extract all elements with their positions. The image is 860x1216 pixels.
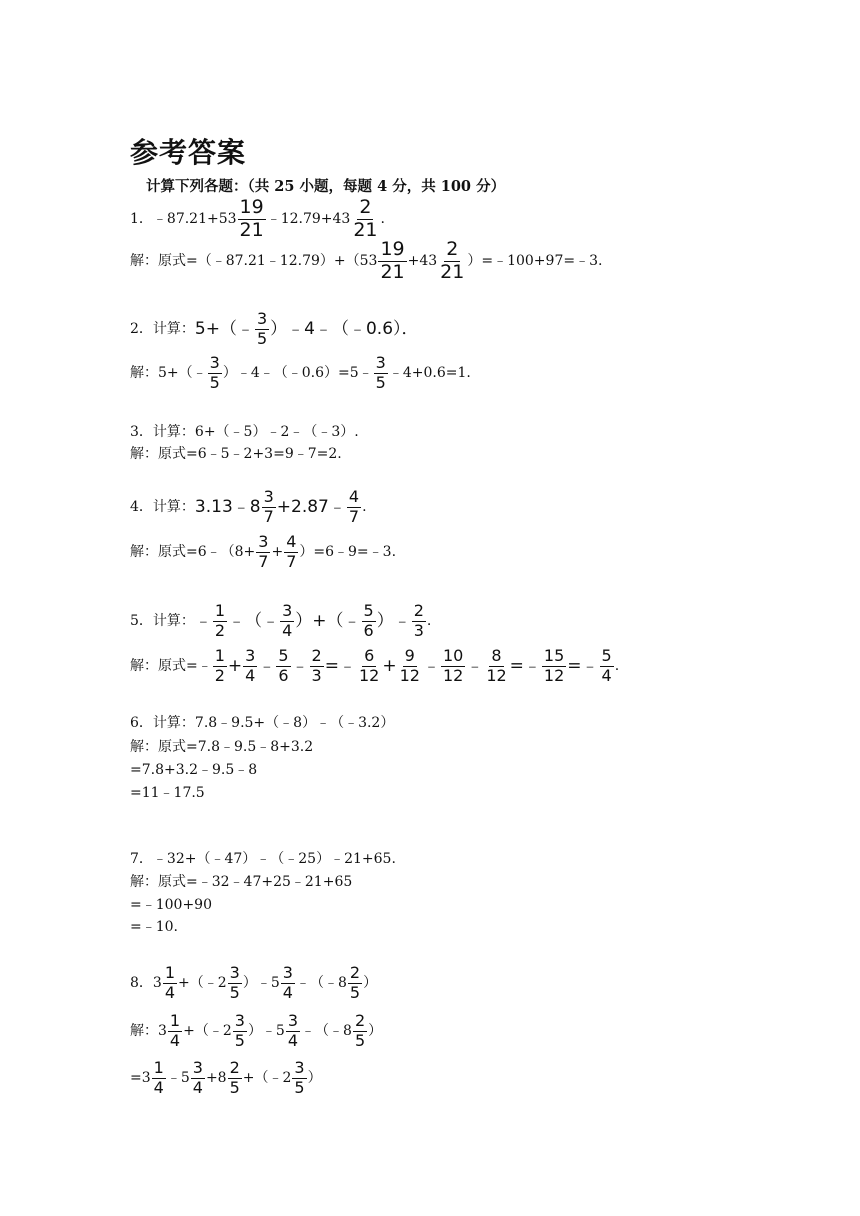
text: =﹣ bbox=[509, 655, 541, 676]
denominator: 2 bbox=[214, 620, 226, 640]
fraction bbox=[484, 648, 508, 685]
fraction bbox=[228, 1060, 242, 1097]
fraction bbox=[213, 648, 227, 685]
text: ﹣ bbox=[422, 655, 440, 676]
problem-7-step-3: =﹣10. bbox=[130, 919, 178, 935]
denominator: 12 bbox=[486, 665, 507, 685]
numerator: 1 bbox=[169, 1011, 181, 1030]
denominator: 7 bbox=[258, 551, 269, 571]
fraction bbox=[152, 1060, 166, 1097]
problem-6-step-2: =7.8+3.2﹣9.5﹣8 bbox=[130, 762, 258, 778]
numerator: 2 bbox=[349, 963, 361, 982]
numerator: 2 bbox=[354, 1011, 366, 1030]
numerator: 1 bbox=[153, 1058, 164, 1077]
text: + bbox=[382, 655, 397, 676]
denominator: 7 bbox=[263, 506, 274, 526]
fraction bbox=[281, 965, 295, 1002]
text: ） bbox=[307, 1070, 322, 1087]
problem-8-step-2 bbox=[130, 1060, 322, 1097]
text: ﹣5 bbox=[166, 1070, 190, 1087]
section-heading: 计算下列各题：（共 25 小题，每题 4 分，共 100 分） bbox=[146, 178, 506, 195]
fraction bbox=[292, 1060, 306, 1097]
denominator: 4 bbox=[164, 982, 176, 1002]
denominator: 3 bbox=[413, 620, 424, 640]
numerator: 3 bbox=[245, 646, 256, 665]
text: . bbox=[362, 499, 367, 516]
denominator: 7 bbox=[286, 551, 297, 571]
problem-6-step-1: 解：原式=7.8﹣9.5﹣8+3.2 bbox=[130, 739, 314, 755]
text: +（﹣2 bbox=[178, 975, 227, 992]
text: =3 bbox=[130, 1070, 151, 1087]
numerator: 4 bbox=[286, 532, 297, 551]
fraction bbox=[213, 603, 227, 640]
problem-2-question bbox=[130, 311, 419, 348]
numerator: 3 bbox=[287, 1011, 299, 1030]
text: +43 bbox=[407, 253, 438, 270]
denominator: 4 bbox=[245, 665, 256, 685]
problem-1-solution bbox=[130, 240, 602, 283]
numerator: 9 bbox=[404, 646, 415, 665]
fraction bbox=[374, 355, 388, 392]
text: ﹣ bbox=[194, 610, 212, 631]
numerator: 3 bbox=[256, 309, 268, 328]
denominator: 12 bbox=[543, 665, 565, 685]
text: ）=﹣100+97=﹣3. bbox=[467, 253, 603, 270]
denominator: 3 bbox=[311, 665, 322, 685]
numerator: 3 bbox=[375, 353, 386, 372]
text: ）﹣5 bbox=[242, 975, 280, 992]
text: . bbox=[614, 658, 620, 675]
fraction bbox=[348, 965, 362, 1002]
denominator: 4 bbox=[153, 1077, 164, 1097]
fraction bbox=[262, 489, 276, 526]
fraction bbox=[347, 489, 361, 526]
problem-3-solution: 解：原式=6﹣5﹣2+3=9﹣7=2. bbox=[130, 446, 342, 462]
numerator: 4 bbox=[348, 487, 360, 506]
text: ） bbox=[368, 1023, 383, 1040]
text: +8 bbox=[205, 1070, 227, 1087]
denominator: 5 bbox=[234, 1030, 245, 1050]
text: ﹣4+0.6=1. bbox=[388, 365, 471, 382]
text: 解：原式=﹣ bbox=[130, 658, 212, 675]
text: 解：原式=6﹣（8+ bbox=[130, 544, 256, 561]
text: +（﹣2 bbox=[242, 1070, 292, 1087]
problem-6-step-3: =11﹣17.5 bbox=[130, 785, 205, 801]
fraction bbox=[163, 965, 177, 1002]
text: +2.87﹣ bbox=[276, 496, 346, 517]
denominator: 2 bbox=[214, 665, 225, 685]
text: 3.13﹣8 bbox=[194, 496, 261, 517]
fraction bbox=[310, 648, 324, 685]
problem-1-question bbox=[130, 198, 385, 241]
numerator: 10 bbox=[442, 646, 464, 665]
text: 5．计算： bbox=[130, 613, 195, 630]
numerator: 3 bbox=[282, 963, 293, 982]
fraction bbox=[243, 648, 257, 685]
text: ﹣（﹣8 bbox=[301, 1023, 352, 1040]
numerator: 2 bbox=[229, 1058, 240, 1077]
numerator: 8 bbox=[491, 646, 502, 665]
problem-8-solution bbox=[130, 1013, 382, 1050]
denominator: 6 bbox=[363, 620, 374, 640]
denominator: 5 bbox=[294, 1077, 305, 1097]
denominator: 4 bbox=[287, 1030, 299, 1050]
numerator: 6 bbox=[364, 646, 375, 665]
fraction bbox=[280, 603, 294, 640]
denominator: 5 bbox=[354, 1030, 366, 1050]
fraction bbox=[233, 1013, 247, 1050]
fraction bbox=[208, 355, 222, 392]
fraction bbox=[362, 603, 376, 640]
numerator: 1 bbox=[164, 963, 176, 982]
text: 8．3 bbox=[130, 975, 162, 992]
problem-5-solution bbox=[130, 648, 619, 685]
fraction bbox=[284, 534, 298, 571]
denominator: 5 bbox=[256, 328, 268, 348]
text: 2．计算： bbox=[130, 321, 195, 338]
fraction bbox=[276, 648, 290, 685]
text: ﹣（﹣ bbox=[228, 610, 280, 631]
fraction bbox=[353, 1013, 367, 1050]
numerator: 3 bbox=[192, 1058, 203, 1077]
numerator: 5 bbox=[278, 646, 289, 665]
text: 解：5+（﹣ bbox=[130, 365, 207, 382]
text: ）+（﹣ bbox=[295, 610, 361, 631]
text: . bbox=[426, 613, 432, 630]
numerator: 15 bbox=[543, 646, 565, 665]
fraction bbox=[398, 648, 422, 685]
fraction bbox=[168, 1013, 182, 1050]
denominator: 12 bbox=[358, 665, 380, 685]
fraction bbox=[438, 240, 466, 283]
denominator: 4 bbox=[169, 1030, 181, 1050]
fraction bbox=[286, 1013, 300, 1050]
denominator: 5 bbox=[209, 372, 220, 392]
fraction bbox=[191, 1060, 205, 1097]
numerator: 2 bbox=[413, 601, 424, 620]
problem-2-solution bbox=[130, 355, 471, 392]
numerator: 3 bbox=[263, 487, 274, 506]
text: =﹣ bbox=[567, 655, 599, 676]
fraction bbox=[228, 965, 242, 1002]
denominator: 21 bbox=[440, 260, 465, 283]
fraction bbox=[238, 198, 266, 241]
text: =﹣ bbox=[324, 655, 356, 676]
numerator: 1 bbox=[214, 601, 226, 620]
fraction bbox=[357, 648, 381, 685]
denominator: 21 bbox=[353, 218, 378, 241]
text: ）﹣ bbox=[376, 610, 411, 631]
text: ﹣ bbox=[258, 655, 276, 676]
text: ）﹣5 bbox=[247, 1023, 285, 1040]
numerator: 2 bbox=[446, 238, 459, 260]
problem-4-question bbox=[130, 489, 367, 526]
denominator: 5 bbox=[229, 1077, 240, 1097]
text: ﹣ bbox=[291, 655, 309, 676]
problem-7-question: 7．﹣32+（﹣47）﹣（﹣25）﹣21+65. bbox=[130, 851, 396, 867]
numerator: 3 bbox=[234, 1011, 245, 1030]
problem-7-step-1: 解：原式=﹣32﹣47+25﹣21+65 bbox=[130, 874, 353, 890]
fraction bbox=[378, 240, 406, 283]
denominator: 21 bbox=[380, 260, 405, 283]
denominator: 4 bbox=[282, 620, 293, 640]
numerator: 3 bbox=[209, 353, 220, 372]
numerator: 5 bbox=[363, 601, 374, 620]
fraction bbox=[542, 648, 566, 685]
text: ）=6﹣9=﹣3. bbox=[299, 544, 397, 561]
text: ﹣（﹣8 bbox=[295, 975, 347, 992]
denominator: 21 bbox=[239, 218, 264, 241]
page-title: 参考答案 bbox=[130, 136, 247, 169]
problem-7-step-2: =﹣100+90 bbox=[130, 897, 212, 913]
fraction bbox=[256, 534, 270, 571]
text: 解：原式=（﹣87.21﹣12.79）+（53 bbox=[130, 253, 378, 270]
fraction bbox=[441, 648, 465, 685]
fraction bbox=[351, 198, 379, 241]
fraction bbox=[600, 648, 614, 685]
problem-5-question bbox=[130, 603, 431, 640]
numerator: 19 bbox=[239, 196, 264, 218]
numerator: 3 bbox=[282, 601, 293, 620]
text: ） bbox=[363, 975, 378, 992]
numerator: 3 bbox=[229, 963, 240, 982]
text: ﹣12.79+43 bbox=[266, 211, 351, 228]
text: . bbox=[380, 211, 385, 228]
text: ）﹣4﹣（﹣0.6）． bbox=[270, 318, 419, 339]
text: ）﹣4﹣（﹣0.6）=5﹣ bbox=[222, 365, 373, 382]
denominator: 5 bbox=[375, 372, 386, 392]
problem-4-solution bbox=[130, 534, 396, 571]
numerator: 3 bbox=[294, 1058, 305, 1077]
numerator: 2 bbox=[359, 196, 372, 218]
problem-3-question: 3．计算：6+（﹣5）﹣2﹣（﹣3）. bbox=[130, 424, 359, 440]
text: ﹣ bbox=[466, 655, 484, 676]
problem-8-question bbox=[130, 965, 377, 1002]
denominator: 4 bbox=[601, 665, 612, 685]
numerator: 1 bbox=[214, 646, 225, 665]
text: 5+（﹣ bbox=[194, 318, 254, 339]
text: +（﹣2 bbox=[183, 1023, 232, 1040]
text: + bbox=[271, 544, 284, 561]
numerator: 2 bbox=[311, 646, 322, 665]
denominator: 5 bbox=[349, 982, 361, 1002]
numerator: 3 bbox=[258, 532, 269, 551]
fraction bbox=[412, 603, 426, 640]
problem-6-question: 6．计算：7.8﹣9.5+（﹣8）﹣（﹣3.2） bbox=[130, 715, 395, 731]
denominator: 5 bbox=[229, 982, 240, 1002]
text: 1．﹣87.21+53 bbox=[130, 211, 237, 228]
denominator: 4 bbox=[192, 1077, 203, 1097]
numerator: 19 bbox=[380, 238, 405, 260]
denominator: 12 bbox=[399, 665, 420, 685]
text: + bbox=[227, 655, 243, 676]
denominator: 4 bbox=[282, 982, 293, 1002]
fraction bbox=[255, 311, 269, 348]
text: 解：3 bbox=[130, 1023, 167, 1040]
text: 4．计算： bbox=[130, 499, 195, 516]
numerator: 5 bbox=[601, 646, 612, 665]
denominator: 7 bbox=[348, 506, 360, 526]
denominator: 12 bbox=[442, 665, 464, 685]
denominator: 6 bbox=[278, 665, 289, 685]
